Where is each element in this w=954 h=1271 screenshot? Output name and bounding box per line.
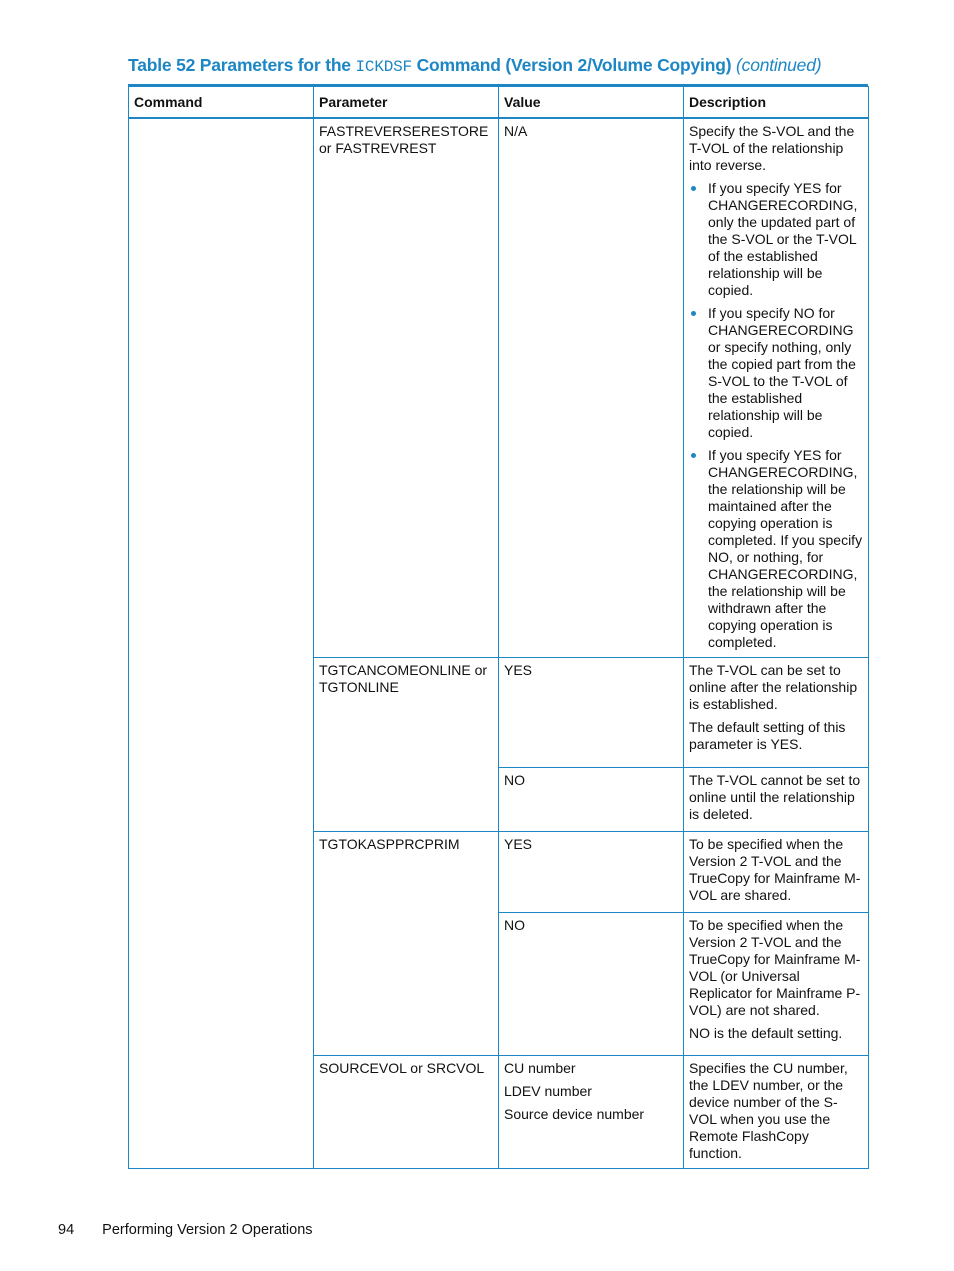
list-item	[689, 447, 863, 651]
parameter-cell: TGTOKASPPRCPRIM	[314, 832, 499, 1056]
description-text: The T-VOL can be set to online after the relationship is established.	[689, 662, 858, 712]
description-cell: The T-VOL cannot be set to online until the relationship is deleted.	[684, 768, 869, 832]
page-number: 94	[58, 1222, 75, 1238]
title-command: ICKDSF	[355, 58, 412, 76]
description-cell	[684, 118, 869, 658]
header-value: Value	[499, 87, 684, 119]
table-row	[129, 118, 869, 658]
description-cell	[684, 658, 869, 768]
parameter-cell: TGTCANCOMEONLINE or TGTONLINE	[314, 658, 499, 832]
table-header-row	[129, 87, 869, 119]
value-text: LDEV number	[504, 1083, 592, 1099]
header-description: Description	[684, 87, 869, 119]
table-title	[128, 55, 868, 76]
description-cell	[684, 913, 869, 1056]
value-cell: NO	[499, 768, 684, 832]
description-text: NO is the default setting.	[689, 1025, 843, 1041]
description-text: Specify the S-VOL and the T-VOL of the relationship into reverse.	[689, 123, 855, 173]
value-text: CU number	[504, 1060, 576, 1076]
bullet-icon	[691, 453, 696, 458]
list-item	[689, 180, 863, 299]
parameters-table	[128, 86, 869, 1169]
value-cell: YES	[499, 832, 684, 913]
value-cell	[499, 1056, 684, 1169]
description-bullets	[689, 180, 863, 651]
value-cell: NO	[499, 913, 684, 1056]
bullet-text: If you specify NO for CHANGERECORDING or specify nothing, only the copied part from the S-VOL to the T-VOL of the established relationship will be copied.	[708, 305, 856, 440]
value-text: Source device number	[504, 1106, 645, 1122]
description-cell: Specifies the CU number, the LDEV number, or the device number of the S-VOL when you use the Remote FlashCopy function.	[684, 1056, 869, 1169]
bullet-icon	[691, 186, 696, 191]
title-continued: (continued)	[736, 55, 822, 75]
header-parameter: Parameter	[314, 87, 499, 119]
parameter-cell: FASTREVERSERESTORE or FASTREVREST	[314, 118, 499, 658]
header-command: Command	[129, 87, 314, 119]
list-item	[689, 305, 863, 441]
bullet-text: If you specify YES for CHANGERECORDING, the relationship will be maintained after the copying operation is completed. If you specify NO, or nothing, for CHANGERECORDING, the relationship will be withdrawn after the copying operation is completed.	[708, 447, 863, 650]
title-suffix: Command (Version 2/Volume Copying)	[416, 55, 732, 75]
value-cell: YES	[499, 658, 684, 768]
command-cell	[129, 118, 314, 1169]
bullet-icon	[691, 311, 696, 316]
bullet-text: If you specify YES for CHANGERECORDING, only the updated part of the S-VOL or the T-VOL of the established relationship will be copied.	[708, 180, 858, 298]
parameter-cell: SOURCEVOL or SRCVOL	[314, 1056, 499, 1169]
description-text: The default setting of this parameter is YES.	[689, 719, 846, 752]
value-cell: N/A	[499, 118, 684, 658]
page-footer	[58, 1222, 313, 1238]
title-prefix: Table 52 Parameters for the	[128, 55, 351, 75]
description-text: To be specified when the Version 2 T-VOL and the TrueCopy for Mainframe M-VOL (or Universal Replicator for Mainframe P-VOL) are not shared.	[689, 917, 861, 1018]
description-cell: To be specified when the Version 2 T-VOL and the TrueCopy for Mainframe M-VOL are shared.	[684, 832, 869, 913]
footer-section: Performing Version 2 Operations	[102, 1222, 313, 1238]
